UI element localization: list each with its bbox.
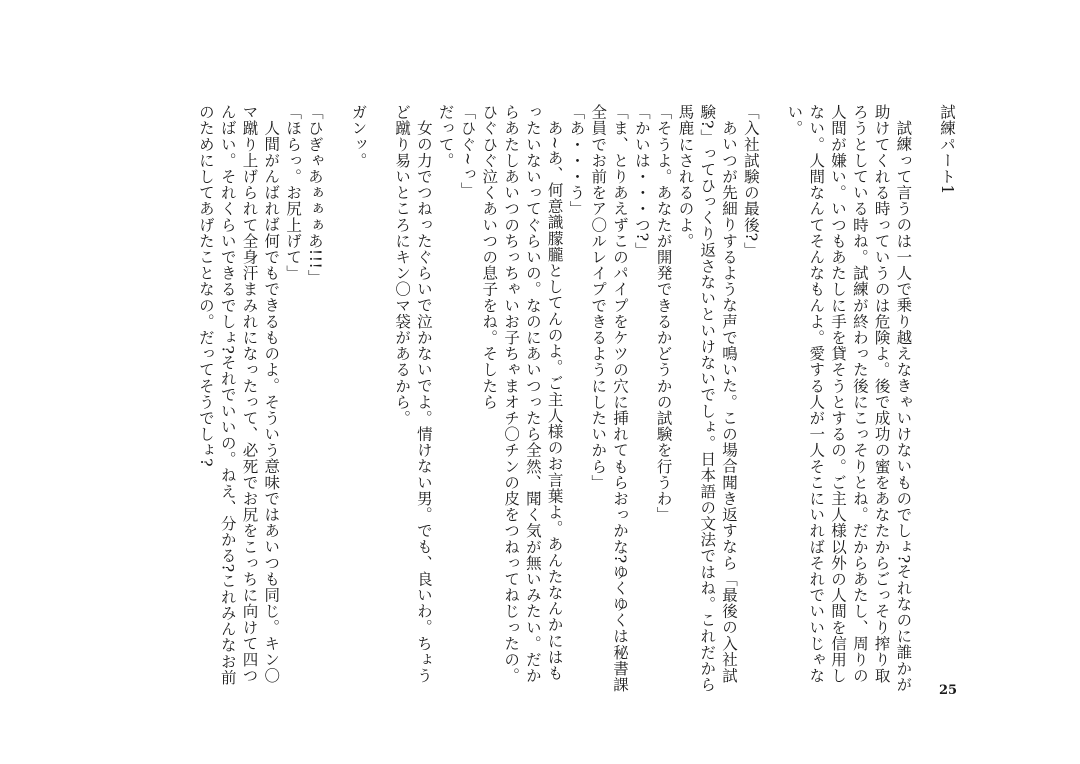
text-paragraph: 試練って言うのは一人で乗り越えなきゃいけないものでしょ?それなのに誰かが助けてくれる時っていうのは危険よ。後で成功の蜜をあなたからごっそり搾り取ろうとしている時ね。試練が終わった後にこっそりとね。だからあたし、周りの人間が嫌い。いつもあたしに手を貸そうとするの。ご主人様以外の人間を信用しない。人間なんてそんなもんよ。愛する人が一人そこにいればそれでいいじゃない。 — [785, 104, 913, 692]
text-paragraph: だって。 — [436, 104, 455, 169]
text-paragraph: 「そうよ。あなたが開発できるかどうかの試験を行うわ」 — [654, 104, 673, 523]
text-paragraph: 「ま、とりあえずこのパイプをケツの穴に挿れてもらおっかな?ゆくゆくは秘書課全員でお前をア〇ルレイプできるようにしたいから」 — [589, 104, 630, 693]
text-paragraph: あ~あ、何意識朦朧としてんのよ。ご主人様のお言葉よ。あんたなんかにはもったいないってぐらいの。なのにあいつったら全然、聞く気が無いみたい。だからあたしあいつのちっちゃいお子ちゃまオチ〇チンの皮をつねってねじったの。ひぐひぐ泣くあいつの息子をね。そしたら — [480, 104, 564, 684]
text-paragraph: 「ほらっ。お尻上げて」 — [284, 104, 303, 282]
blank-line — [325, 104, 347, 694]
text-paragraph: ガンッ。 — [349, 104, 368, 169]
blank-line — [913, 104, 935, 694]
blank-line — [761, 104, 783, 694]
text-paragraph: あいつが先細りするような声で鳴いた。この場合聞き返すなら「最後の入社試験?」ってひっくり返さないといけないでしょ。日本語の文法ではね。これだから馬鹿にされるのよ。 — [676, 104, 739, 693]
text-paragraph: 「入社試験の最後?」 — [741, 104, 760, 258]
page-number: 25 — [938, 683, 958, 698]
text-paragraph: 「かいは・・・つ?」 — [632, 104, 651, 258]
text-paragraph: 人間がんばれば何でもできるものよ。そういう意味ではあいつも同じ。キン〇マ蹴り上げられて全身汗まみれになったって、必死でお尻をこっちに向けて四つんばい。それくらいできるでしょ?それでいいの。ねえ、分かる?これみんなお前のためにしてあげたことなの。だってそうでしょ? — [196, 104, 281, 686]
text-paragraph: 「ひぐ~っ」 — [458, 104, 477, 199]
text-paragraph: 「ひぎゃあぁぁぁあ!!!」 — [305, 104, 324, 286]
vertical-text-body — [194, 104, 957, 694]
text-paragraph: 「あ・・・う」 — [567, 104, 586, 217]
text-paragraph: 女の力でつねったぐらいで泣かないでよ。情けない男。でも、良いわ。ちょうど蹴り易いところにキン〇マ袋があるから。 — [393, 104, 433, 683]
chapter-title: 試練パート1 — [938, 104, 956, 195]
blank-line — [368, 104, 390, 694]
